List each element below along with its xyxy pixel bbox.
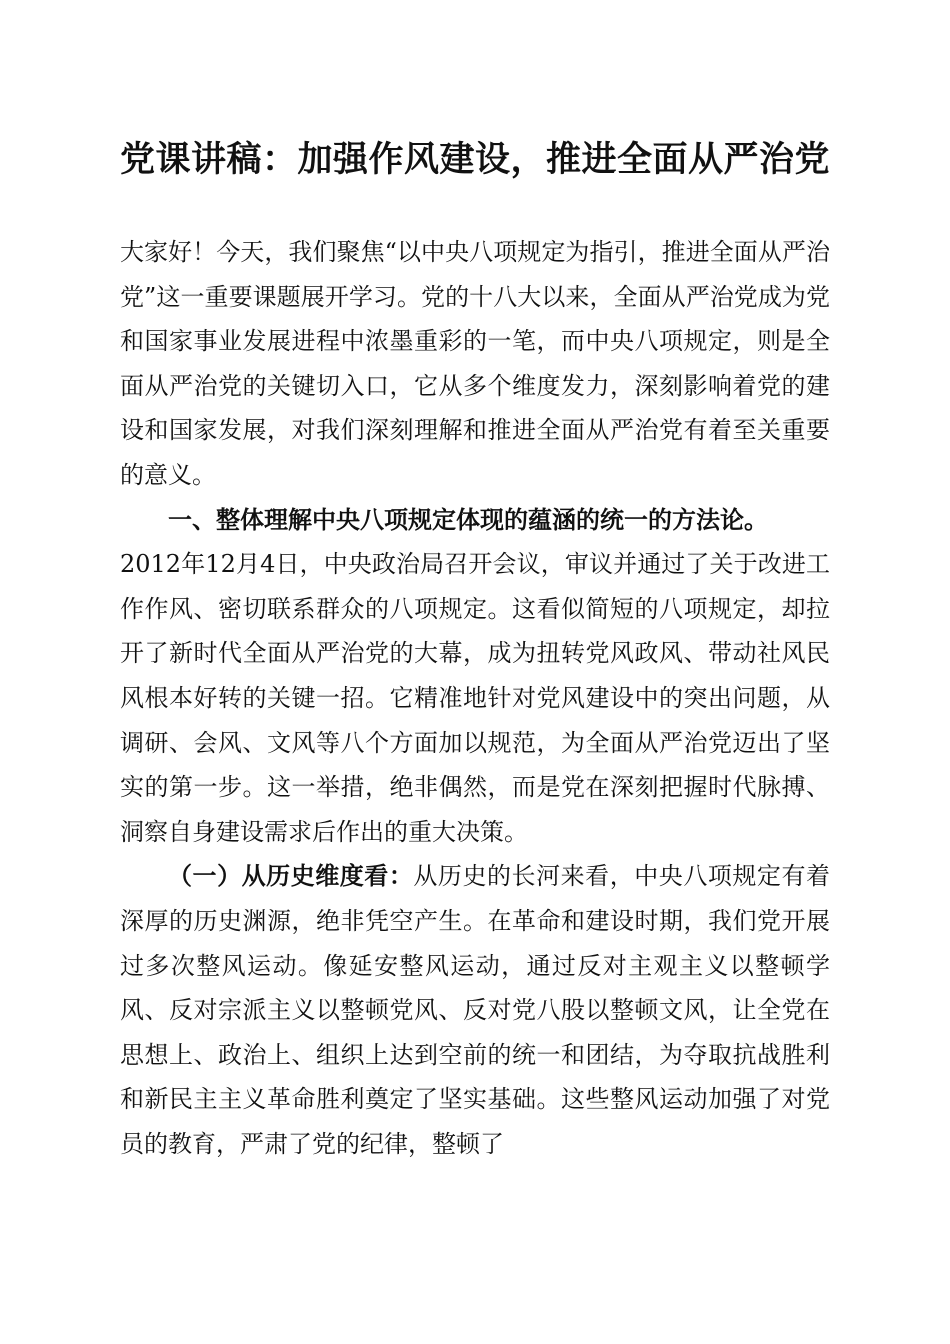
paragraph-text: 大家好！今天，我们聚焦“以中央八项规定为指引，推进全面从严治党”这一重要课题展开学习。党的十八大以来，全面从严治党成为党和国家事业发展进程中浓墨重彩的一笔，而中央八项规定，则是全面从严治党的关键切入口，它从多个维度发力，深刻影响着党的建设和国家发展，对我们深刻理解和推进全面从严治党有着至关重要的意义。 xyxy=(120,238,830,489)
paragraph-eight-rules xyxy=(120,542,830,854)
document-body xyxy=(120,230,830,1166)
document-title: 党课讲稿：加强作风建设，推进全面从严治党 xyxy=(119,139,830,180)
section-heading-text: 一、整体理解中央八项规定体现的蕴涵的统一的方法论。 xyxy=(168,504,768,534)
subsection-heading: （一）从历史维度看： xyxy=(168,861,414,891)
paragraph-intro xyxy=(120,230,830,498)
paragraph-text: 2012年12月4日，中央政治局召开会议，审议并通过了关于改进工作作风、密切联系群众的八项规定。这看似简短的八项规定，却拉开了新时代全面从严治党的大幕，成为扭转党风政风、带动社风民风根本好转的关键一招。它精准地针对党风建设中的突出问题，从调研、会风、文风等八个方面加以规范，为全面从严治党迈出了坚实的第一步。这一举措，绝非偶然，而是党在深刻把握时代脉搏、洞察自身建设需求后作出的重大决策。 xyxy=(120,550,830,846)
section-heading-one xyxy=(120,498,830,543)
paragraph-history xyxy=(120,854,830,1166)
paragraph-text: 从历史的长河来看，中央八项规定有着深厚的历史渊源，绝非凭空产生。在革命和建设时期，我们党开展过多次整风运动。像延安整风运动，通过反对主观主义以整顿学风、反对宗派主义以整顿党风、反对党八股以整顿文风，让全党在思想上、政治上、组织上达到空前的统一和团结，为夺取抗战胜利和新民主主义革命胜利奠定了坚实基础。这些整风运动加强了对党员的教育，严肃了党的纪律，整顿了 xyxy=(120,862,831,1158)
